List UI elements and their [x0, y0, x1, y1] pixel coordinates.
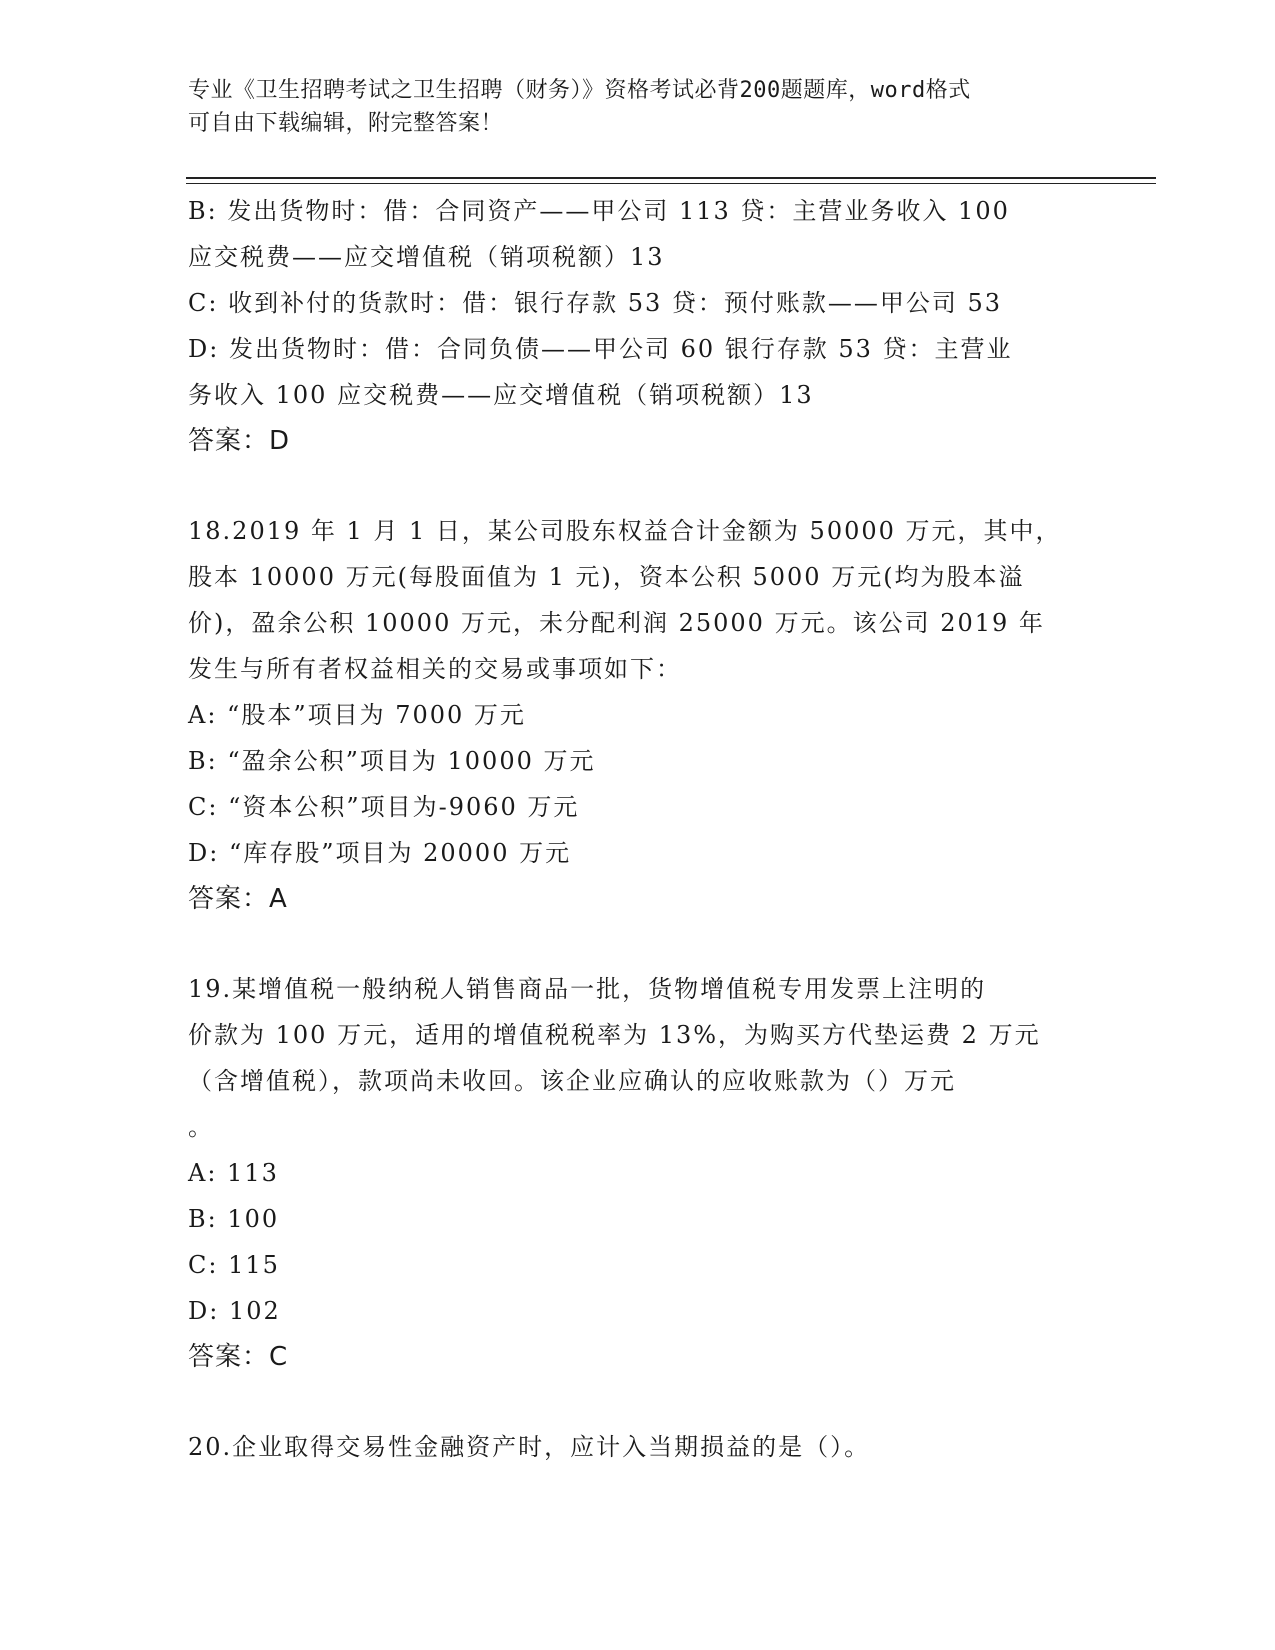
q17-option-d-line-2: 务收入 100 应交税费——应交增值税（销项税额）13 — [188, 381, 814, 409]
q19-stem-line-1: 19.某增值税一般纳税人销售商品一批，货物增值税专用发票上注明的 — [188, 975, 987, 1003]
q17-answer: 答案：D — [188, 426, 291, 456]
q17-option-d-line-1: D: 发出货物时：借：合同负债——甲公司 60 银行存款 53 贷：主营业 — [188, 335, 1013, 363]
q19-option-c: C: 115 — [188, 1251, 280, 1279]
q19-answer: 答案：C — [188, 1342, 289, 1372]
header-divider-thin — [186, 183, 1156, 184]
q19-option-d: D: 102 — [188, 1297, 281, 1325]
question-19 — [188, 966, 1108, 1380]
q18-stem-line-2: 股本 10000 万元(每股面值为 1 元)，资本公积 5000 万元(均为股本溢 — [188, 563, 1025, 591]
header-line-2: 可自由下载编辑，附完整答案！ — [188, 111, 504, 136]
q20-stem-line-1: 20.企业取得交易性金融资产时，应计入当期损益的是（）。 — [188, 1433, 871, 1461]
question-17 — [188, 188, 1108, 464]
q18-option-c: C: “资本公积”项目为-9060 万元 — [188, 793, 580, 821]
q17-option-b-line-2: 应交税费——应交增值税（销项税额）13 — [188, 243, 665, 271]
question-18 — [188, 508, 1108, 922]
q18-stem-line-3: 价)，盈余公积 10000 万元，未分配利润 25000 万元。该公司 2019 年 — [188, 609, 1045, 637]
q19-stem-line-2: 价款为 100 万元，适用的增值税税率为 13%，为购买方代垫运费 2 万元 — [188, 1021, 1041, 1049]
document-body — [188, 188, 1108, 1470]
q18-option-a: A: “股本”项目为 7000 万元 — [188, 701, 526, 729]
q18-stem-line-4: 发生与所有者权益相关的交易或事项如下： — [188, 655, 682, 683]
q19-option-a: A: 113 — [188, 1159, 279, 1187]
header-line-1: 专业《卫生招聘考试之卫生招聘（财务）》资格考试必背200题题库，word格式 — [188, 78, 971, 103]
q17-option-b-line-1: B: 发出货物时：借：合同资产——甲公司 113 贷：主营业务收入 100 — [188, 197, 1010, 225]
q18-option-d: D: “库存股”项目为 20000 万元 — [188, 839, 572, 867]
q19-stem-line-4: 。 — [188, 1113, 214, 1141]
q19-stem-line-3: （含增值税），款项尚未收回。该企业应确认的应收账款为（）万元 — [188, 1067, 956, 1095]
q18-option-b: B: “盈余公积”项目为 10000 万元 — [188, 747, 596, 775]
q18-answer: 答案：A — [188, 884, 288, 914]
q19-option-b: B: 100 — [188, 1205, 280, 1233]
q18-stem-line-1: 18.2019 年 1 月 1 日，某公司股东权益合计金额为 50000 万元，其中， — [188, 517, 1062, 545]
q17-option-c: C: 收到补付的货款时：借：银行存款 53 贷：预付账款——甲公司 53 — [188, 289, 1003, 317]
header-divider-thick — [186, 177, 1156, 179]
document-header — [188, 74, 1068, 140]
question-20 — [188, 1424, 1108, 1470]
